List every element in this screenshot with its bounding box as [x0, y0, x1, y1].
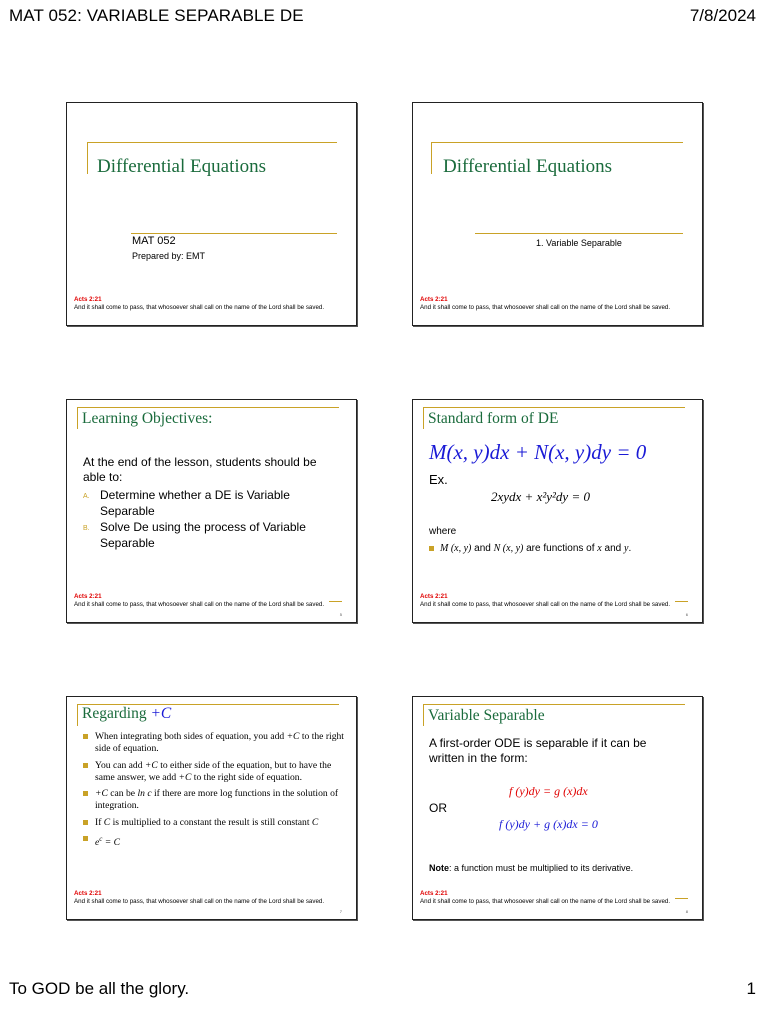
where-bullet: [429, 543, 631, 554]
accent-line: [329, 601, 342, 602]
document-page-number: 1: [746, 979, 756, 998]
slide-title: [82, 705, 171, 723]
item-math: +C: [178, 771, 192, 783]
accent-line: [77, 704, 78, 726]
bullet-square-icon: [83, 734, 88, 739]
acts-ref: Acts 2:21: [74, 593, 102, 600]
acts-text: And it shall come to pass, that whosoever shall call on the name of the Lord shall be saved.: [420, 600, 671, 608]
item-math: C: [311, 816, 319, 828]
acts-verse: [420, 890, 680, 905]
text-and: and: [471, 543, 494, 554]
acts-verse: [74, 890, 334, 905]
item-math-sup: c: [99, 835, 103, 844]
accent-line: [423, 704, 424, 726]
prepared-by: Prepared by: EMT: [132, 251, 206, 261]
objective-marker: A.: [83, 493, 90, 500]
text-functions-of: are functions of: [523, 543, 598, 554]
accent-line: [675, 601, 688, 602]
title-text: Regarding: [82, 705, 151, 722]
accent-line: [77, 407, 339, 408]
accent-line: [675, 898, 688, 899]
slide-6-variable-separable: [412, 696, 703, 920]
slide-1-title: [66, 102, 357, 326]
bullet-square-icon: [83, 791, 88, 796]
acts-ref: Acts 2:21: [74, 296, 102, 303]
item-text: if there are more log functions in the solution of integration.: [95, 788, 341, 812]
slide-number: 5: [339, 612, 342, 617]
acts-ref: Acts 2:21: [420, 296, 448, 303]
note-text: : a function must be multiplied to its derivative.: [449, 863, 634, 873]
item-math: +C: [95, 788, 108, 800]
accent-line: [423, 407, 685, 408]
accent-line: [423, 704, 685, 705]
acts-text: And it shall come to pass, that whosoever shall call on the name of the Lord shall be saved.: [74, 897, 325, 905]
slide-title: Variable Separable: [428, 707, 545, 724]
accent-line: [475, 233, 683, 234]
item-math: +C: [286, 731, 300, 742]
acts-text: And it shall come to pass, that whosoever shall call on the name of the Lord shall be saved.: [420, 897, 671, 905]
slide-title: Standard form of DE: [428, 410, 559, 427]
item-math: C: [103, 816, 111, 828]
regarding-c-list: [83, 731, 345, 850]
item-text: to either side of the equation, but to have the same answer, we add: [95, 759, 334, 783]
slide-3-objectives: [66, 399, 357, 623]
text-period: .: [628, 543, 632, 554]
example-label: Ex.: [429, 472, 448, 487]
accent-line: [131, 233, 337, 234]
slide-title: Differential Equations: [97, 156, 267, 177]
acts-ref: Acts 2:21: [74, 890, 102, 897]
objective-item: [83, 487, 333, 519]
slide-2-title: [412, 102, 703, 326]
slide-title: Learning Objectives:: [82, 410, 213, 427]
acts-verse: [420, 296, 680, 311]
bullet-square-icon: [83, 763, 88, 768]
item-text: If: [95, 816, 104, 828]
list-item: [83, 817, 345, 829]
list-item: [83, 788, 345, 813]
accent-line: [77, 407, 78, 429]
objective-text: Solve De using the process of Variable Separable: [100, 520, 306, 550]
item-text: You can add: [95, 759, 145, 771]
list-item: [83, 731, 345, 756]
slide-5-regarding-c: [66, 696, 357, 920]
math-m: M (x, y): [440, 543, 472, 554]
slide-subtitle: 1. Variable Separable: [536, 238, 622, 248]
accent-line: [87, 142, 337, 143]
separable-equation-1: f (y)dy = g (x)dx: [509, 784, 588, 798]
bullet-square-icon: [83, 820, 88, 825]
item-math: = C: [102, 837, 121, 849]
item-math: ln c: [137, 788, 152, 800]
item-math: +C: [144, 759, 158, 771]
objective-item: [83, 519, 333, 551]
course-label: MAT 052: [132, 235, 176, 247]
acts-verse: [74, 296, 334, 311]
acts-ref: Acts 2:21: [420, 593, 448, 600]
item-text: can be: [107, 788, 138, 800]
separable-equation-2: f (y)dy + g (x)dx = 0: [499, 817, 598, 831]
slide-number: 8: [685, 909, 688, 914]
note-label: Note: [429, 863, 449, 873]
bullet-square-icon: [83, 836, 88, 841]
accent-line: [423, 407, 424, 429]
acts-text: And it shall come to pass, that whosoever shall call on the name of the Lord shall be saved.: [74, 303, 325, 311]
item-text: When integrating both sides of equation, you add: [95, 731, 287, 742]
example-equation: 2xydx + x²y²dy = 0: [491, 489, 590, 504]
objective-marker: B.: [83, 525, 90, 532]
title-math: +C: [150, 705, 172, 722]
acts-text: And it shall come to pass, that whosoever shall call on the name of the Lord shall be saved.: [420, 303, 671, 311]
slide-4-standard-form: [412, 399, 703, 623]
acts-text: And it shall come to pass, that whosoever shall call on the name of the Lord shall be saved.: [74, 600, 325, 608]
accent-line: [431, 142, 683, 143]
item-math: e: [95, 837, 100, 849]
acts-ref: Acts 2:21: [420, 890, 448, 897]
or-label: OR: [429, 801, 447, 815]
note: [429, 863, 633, 873]
accent-line: [431, 142, 432, 174]
slide-number: 7: [339, 909, 342, 914]
slide-title: Differential Equations: [443, 156, 613, 177]
text-and: and: [601, 543, 624, 554]
accent-line: [87, 142, 88, 174]
document-footer-text: To GOD be all the glory.: [9, 979, 190, 998]
acts-verse: [74, 593, 334, 608]
standard-form-equation: M(x, y)dx + N(x, y)dy = 0: [429, 440, 647, 464]
bullet-square-icon: [429, 546, 434, 551]
item-text: to the right side of equation.: [95, 731, 347, 755]
objective-text: Determine whether a DE is Variable Separable: [100, 488, 290, 518]
list-item: [83, 760, 345, 785]
math-x: x: [597, 543, 602, 554]
acts-verse: [420, 593, 680, 608]
math-y: y: [623, 543, 629, 554]
slide-number: 6: [685, 612, 688, 617]
item-text: is multiplied to a constant the result is still constant: [110, 816, 312, 828]
math-n: N (x, y): [493, 543, 524, 554]
where-label: where: [429, 526, 457, 537]
list-item: [83, 833, 345, 849]
item-text: to the right side of equation.: [191, 771, 302, 783]
separable-intro: A first-order ODE is separable if it can be written in the form:: [429, 736, 647, 765]
objectives-intro: At the end of the lesson, students should be able to:: [83, 455, 317, 484]
document-header-date: 7/8/2024: [689, 6, 756, 25]
document-header-title: MAT 052: VARIABLE SEPARABLE DE: [9, 6, 304, 25]
